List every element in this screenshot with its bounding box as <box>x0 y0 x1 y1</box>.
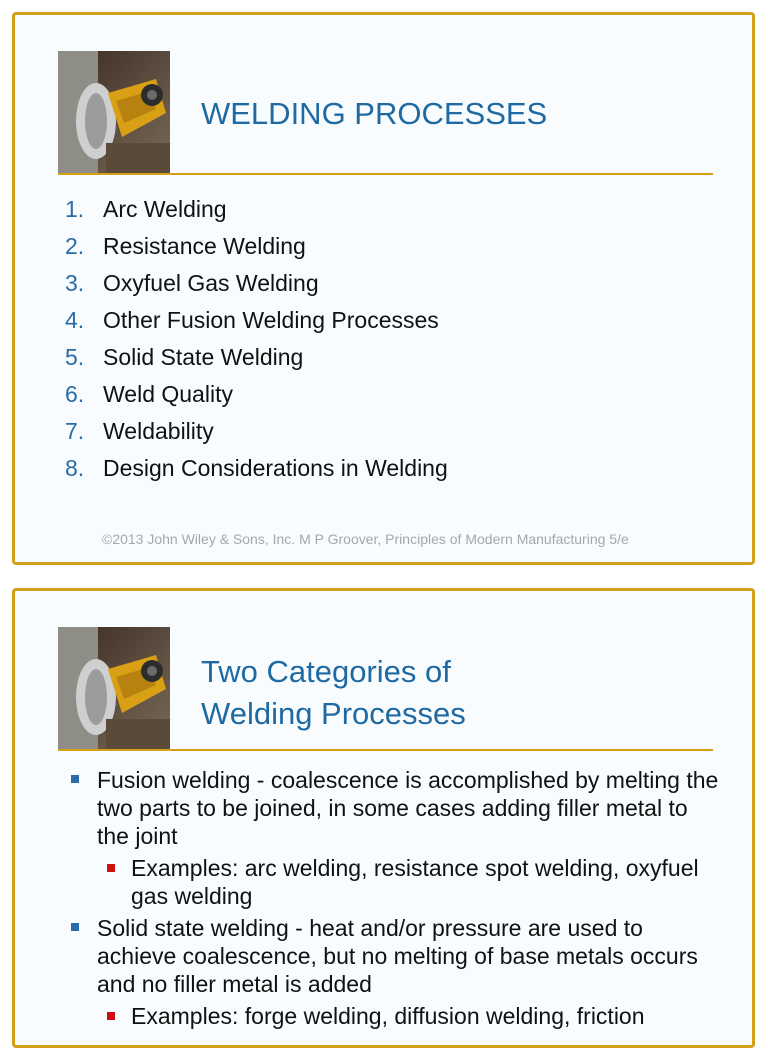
list-item: 5. Solid State Welding <box>65 344 304 370</box>
list-item: 7. Weldability <box>65 418 214 444</box>
slide-2-title: Two Categories of Welding Processes <box>201 654 466 731</box>
welding-photo <box>58 51 170 173</box>
list-item: 3. Oxyfuel Gas Welding <box>65 270 319 296</box>
slide-1 <box>12 12 755 565</box>
list-item: Examples: forge welding, diffusion welding, friction <box>65 1002 725 1030</box>
title-divider <box>58 173 713 175</box>
list-item: 1. Arc Welding <box>65 196 227 222</box>
list-item: 8. Design Considerations in Welding <box>65 455 448 481</box>
list-item: 2. Resistance Welding <box>65 233 306 259</box>
welding-photo <box>58 627 170 749</box>
square-bullet-icon <box>107 1012 115 1020</box>
list-item: Fusion welding - coalescence is accomplished by melting the two parts to be joined, in some cases adding filler metal to the joint <box>65 766 725 850</box>
slide-2 <box>12 588 755 1048</box>
title-divider <box>58 749 713 751</box>
list-item: Examples: arc welding, resistance spot welding, oxyfuel gas welding <box>65 854 725 910</box>
slide-1-title: WELDING PROCESSES <box>201 96 548 131</box>
list-item: 4. Other Fusion Welding Processes <box>65 307 439 333</box>
process-list <box>65 191 448 487</box>
square-bullet-icon <box>71 923 79 931</box>
copyright-footer: ©2013 John Wiley & Sons, Inc. M P Groover, Principles of Modern Manufacturing 5/e <box>102 531 629 547</box>
square-bullet-icon <box>107 864 115 872</box>
categories-list <box>65 766 725 1034</box>
square-bullet-icon <box>71 775 79 783</box>
list-item: Solid state welding - heat and/or pressure are used to achieve coalescence, but no melting of base metals occurs and no filler metal is added <box>65 914 725 998</box>
list-item: 6. Weld Quality <box>65 381 233 407</box>
